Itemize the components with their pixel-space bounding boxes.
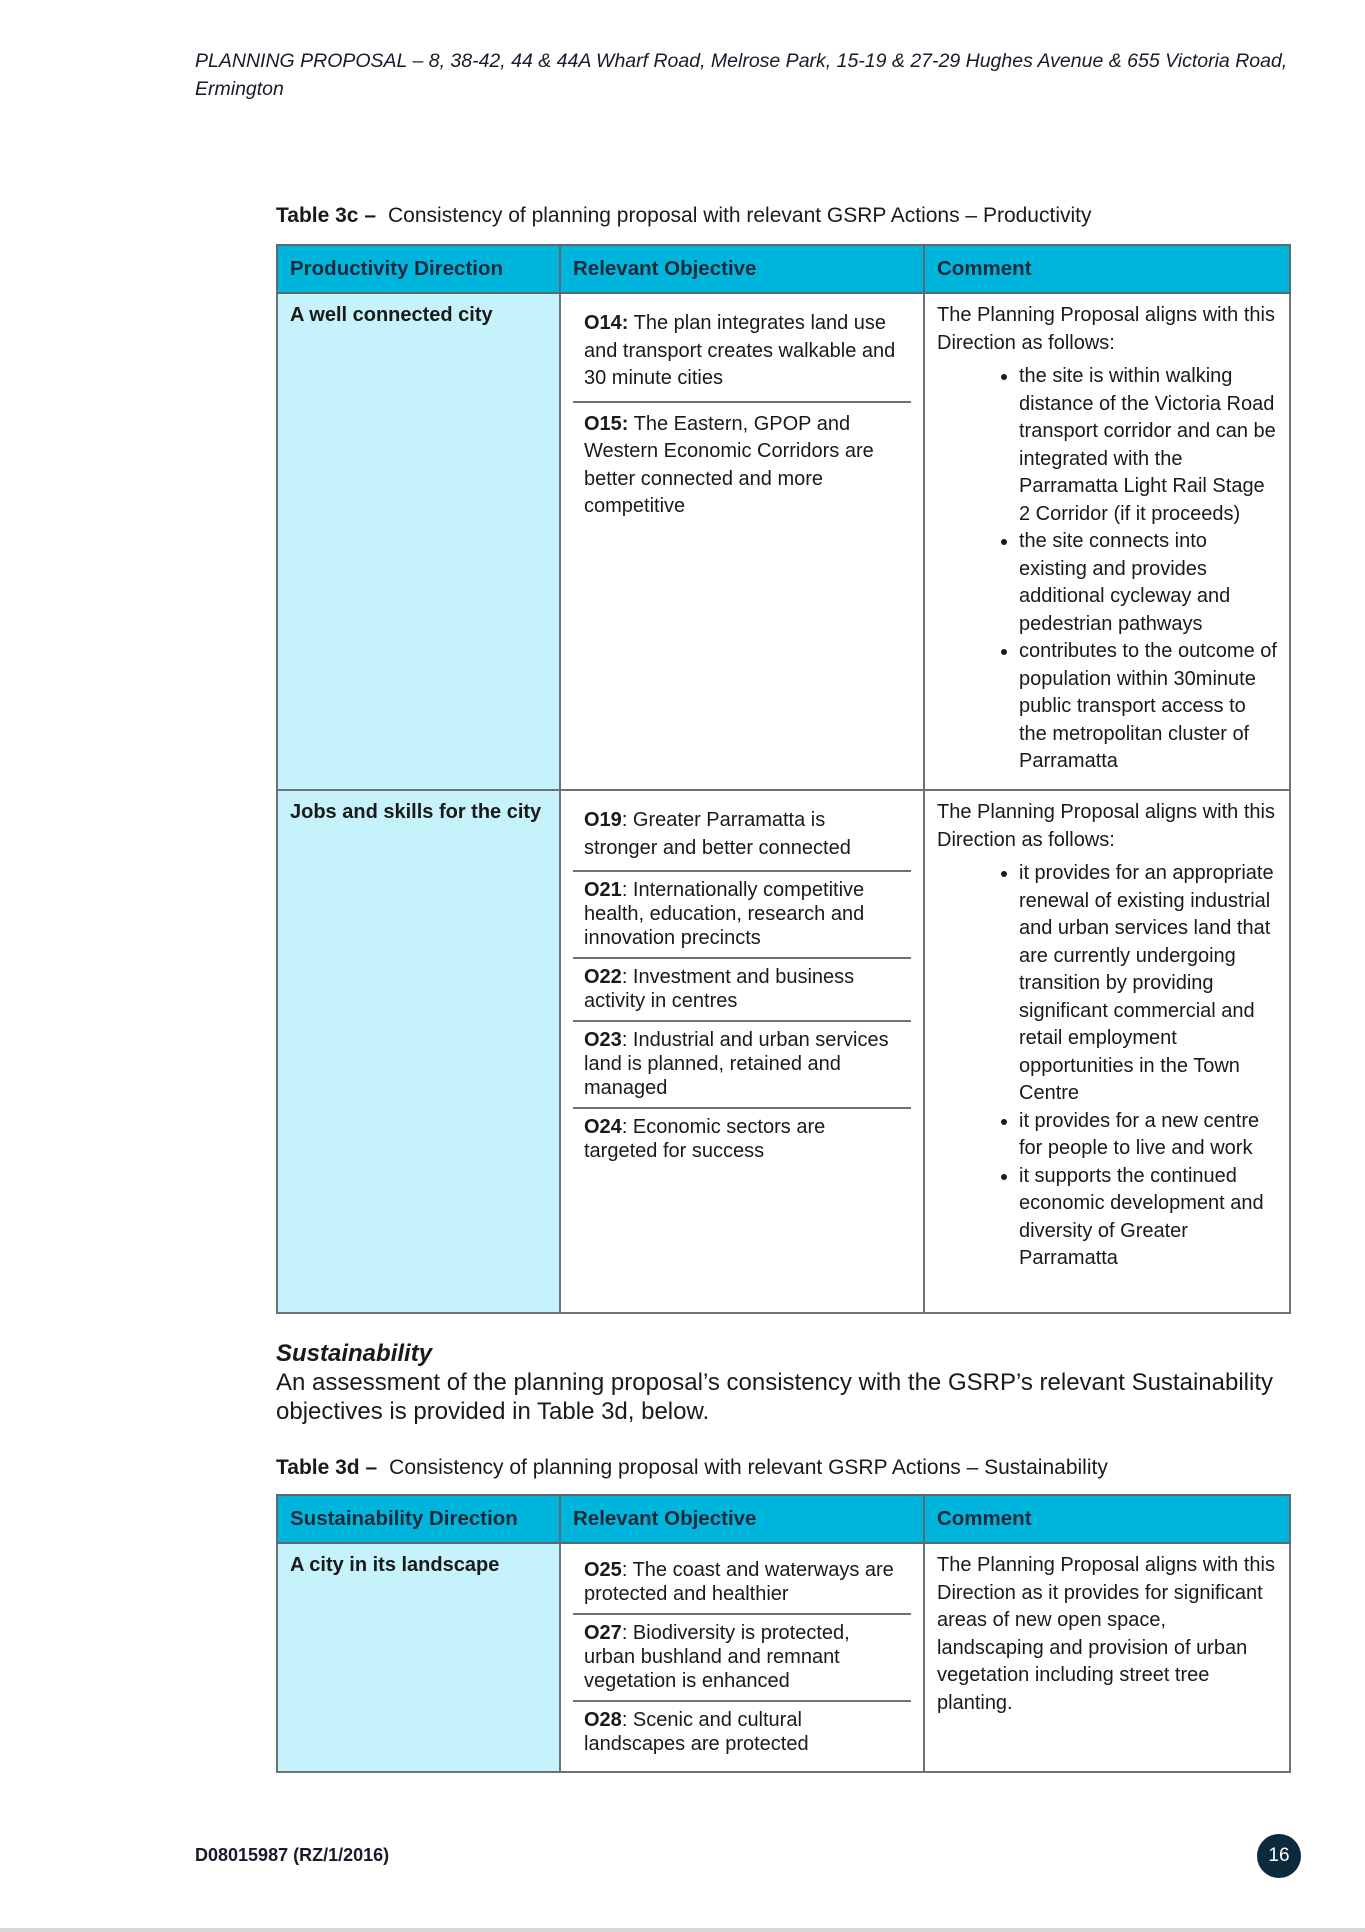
comment-cell: [924, 293, 1290, 790]
objective-text: The Eastern, GPOP and Western Economic Corridors are better connected and more competitive: [584, 412, 874, 517]
table-header-row: [277, 1495, 1290, 1543]
objective-item: [573, 799, 911, 872]
table-3c-label: Table 3c –: [276, 204, 376, 227]
objective-text: : Internationally competitive health, education, research and innovation precincts: [584, 879, 865, 949]
sustainability-section: [276, 1339, 1276, 1426]
table-3d-caption-text: Consistency of planning proposal with relevant GSRP Actions – Sustainability: [389, 1456, 1108, 1479]
column-header-comment: Comment: [924, 1495, 1290, 1543]
objective-cell: [560, 790, 924, 1313]
column-header-direction: Sustainability Direction: [277, 1495, 560, 1543]
objective-code: O21: [584, 879, 622, 901]
objective-text: : Industrial and urban services land is planned, retained and managed: [584, 1029, 889, 1099]
column-header-objective: Relevant Objective: [560, 1495, 924, 1543]
objective-item: [573, 872, 911, 959]
objective-text: : Greater Parramatta is stronger and better connected: [584, 809, 851, 859]
direction-cell: A city in its landscape: [277, 1543, 560, 1772]
comment-intro: The Planning Proposal aligns with this Direction as follows:: [937, 801, 1275, 851]
objective-text: : Scenic and cultural landscapes are protected: [584, 1709, 809, 1755]
objective-text: : Biodiversity is protected, urban bushland and remnant vegetation is enhanced: [584, 1622, 850, 1692]
objective-code: O24: [584, 1116, 622, 1138]
objective-item: [573, 959, 911, 1022]
objective-code: O19: [584, 809, 622, 831]
table-row: [277, 790, 1290, 1313]
section-heading: Sustainability: [276, 1340, 433, 1367]
comment-bullet: • the site is within walking distance of the Victoria Road transport corridor and can be integrated with the Parramatta Light Rail Stage 2 Corridor (if it proceeds): [1019, 363, 1277, 528]
comment-cell: [924, 790, 1290, 1313]
objective-item: [573, 1615, 911, 1702]
comment-bullet-list: [937, 860, 1277, 1273]
document-reference: D08015987 (RZ/1/2016): [195, 1845, 390, 1865]
running-header: PLANNING PROPOSAL – 8, 38-42, 44 & 44A Wharf Road, Melrose Park, 15-19 & 27-29 Hughes Avenue & 655 Victoria Road, Ermington: [195, 50, 1288, 100]
section-paragraph: An assessment of the planning proposal’s consistency with the GSRP’s relevant Sustainability objectives is provided in Table 3d, below.: [276, 1369, 1273, 1425]
table-3c: [276, 244, 1291, 1314]
objective-item: [573, 302, 911, 403]
direction-cell: A well connected city: [277, 293, 560, 790]
objective-item: [573, 1552, 911, 1615]
comment-bullet: • it provides for an appropriate renewal of existing industrial and urban services land that are currently undergoing transition by providing significant commercial and retail employment opportunities in the Town Centre: [1019, 860, 1277, 1108]
table-3d-label: Table 3d –: [276, 1456, 378, 1479]
objective-cell: [560, 1543, 924, 1772]
comment-intro: The Planning Proposal aligns with this Direction as follows:: [937, 304, 1275, 354]
table-header-row: [277, 245, 1290, 293]
table-3d: [276, 1494, 1291, 1773]
table-3c-caption-text: Consistency of planning proposal with relevant GSRP Actions – Productivity: [388, 204, 1092, 227]
table-3d-caption: [276, 1456, 1108, 1480]
objective-code: O14:: [584, 312, 629, 334]
table-row: [277, 293, 1290, 790]
objective-text: : Economic sectors are targeted for success: [584, 1116, 826, 1162]
objective-item: [573, 1702, 911, 1763]
column-header-direction: Productivity Direction: [277, 245, 560, 293]
objective-code: O23: [584, 1029, 622, 1051]
objective-code: O27: [584, 1622, 622, 1644]
objective-code: O28: [584, 1709, 622, 1731]
page-number-badge: 16: [1257, 1834, 1301, 1878]
objective-item: [573, 1109, 911, 1170]
objective-text: : Investment and business activity in centres: [584, 966, 855, 1012]
table-row: [277, 1543, 1290, 1772]
objective-text: The plan integrates land use and transport creates walkable and 30 minute cities: [584, 312, 896, 389]
objective-code: O22: [584, 966, 622, 988]
objective-cell: [560, 293, 924, 790]
objective-item: [573, 1022, 911, 1109]
comment-bullet: • the site connects into existing and provides additional cycleway and pedestrian pathways: [1019, 528, 1277, 638]
comment-bullet: • it supports the continued economic development and diversity of Greater Parramatta: [1019, 1163, 1277, 1273]
comment-bullet: • contributes to the outcome of population within 30minute public transport access to the metropolitan cluster of Parramatta: [1019, 638, 1277, 776]
objective-item: [573, 403, 911, 529]
comment-text: The Planning Proposal aligns with this Direction as it provides for significant areas of new open space, landscaping and provision of urban vegetation including street tree planting.: [937, 1554, 1275, 1714]
comment-bullet-list: [937, 363, 1277, 776]
comment-bullet: • it provides for a new centre for people to live and work: [1019, 1108, 1277, 1163]
column-header-objective: Relevant Objective: [560, 245, 924, 293]
direction-cell: Jobs and skills for the city: [277, 790, 560, 1313]
page-bottom-edge: [0, 1928, 1365, 1932]
objective-text: : The coast and waterways are protected and healthier: [584, 1559, 894, 1605]
comment-cell: [924, 1543, 1290, 1772]
objective-code: O15:: [584, 412, 629, 435]
column-header-comment: Comment: [924, 245, 1290, 293]
objective-code: O25: [584, 1559, 622, 1581]
table-3c-caption: [276, 204, 1091, 228]
